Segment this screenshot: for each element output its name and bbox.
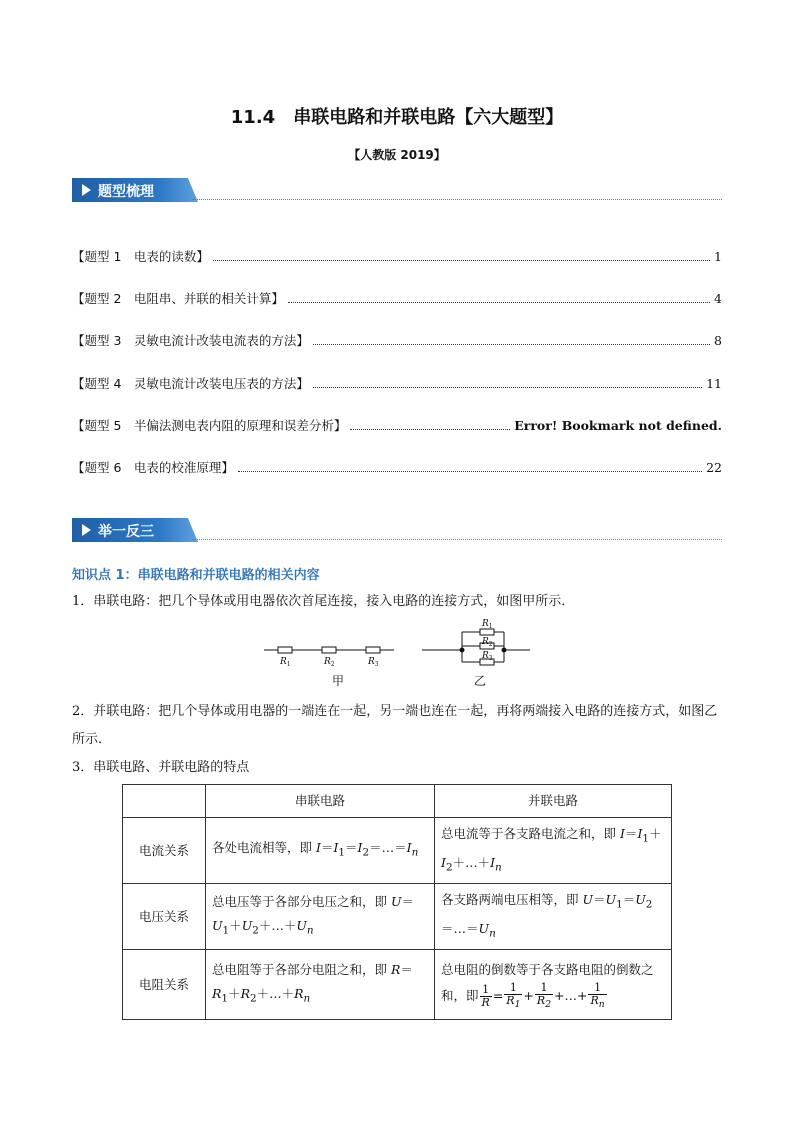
toc-leader [288,290,710,303]
series-cell: 总电阻等于各部分电阻之和，即 $R=R_1+R_2+\dots+R_n$ [206,950,435,1020]
table-header-row [123,785,672,818]
parallel-circuit [422,629,530,665]
toc-entry-page: 4 [714,291,722,306]
toc-entry[interactable] [72,374,722,394]
toc-entry-page: 22 [706,460,722,475]
knowledge-heading: 知识点 1：串联电路和并联电路的相关内容 [72,568,320,583]
toc-leader [350,417,510,430]
toc-entry-page: 1 [714,249,722,264]
comparison-table [122,784,672,1020]
table-header-cell: 串联电路 [206,785,435,818]
label-r1: $R_1$ [280,657,291,668]
paragraph-parallel: 2．并联电路：把几个导体或用电器的一端连在一起，另一端也连在一起，再将两端接入电路的连接方式，如图乙所示． [72,704,718,747]
page-title: 11.4 串联电路和并联电路【六大题型】 [230,107,564,128]
label-p-r3: $R_3$ [482,651,493,662]
toc-entry-page: Error! Bookmark not defined. [514,418,722,433]
toc-entry-page: 11 [706,376,722,391]
table-header-cell: 并联电路 [435,785,672,818]
banner-label: 举一反三 [98,524,154,540]
toc-entry-label: 【题型 6 电表的校准原理】 [72,460,234,475]
toc-entry-page: 8 [714,333,722,348]
toc-entry-label: 【题型 1 电表的读数】 [72,249,209,264]
series-cell: 总电压等于各部分电压之和，即 $U=U_1+U_2+\dots+U_n$ [206,884,435,950]
toc-leader [213,248,710,261]
row-name: 电流关系 [123,818,206,884]
table-row [123,818,672,884]
caption-series: 甲 [332,674,345,688]
label-r2: $R_2$ [324,657,335,668]
table-row [123,950,672,1020]
section-banner-overview [72,178,722,204]
toc-entry-label: 【题型 2 电阻串、并联的相关计算】 [72,291,284,306]
parallel-cell: 总电流等于各支路电流之和，即 $I=I_1+I_2+\dots+I_n$ [435,818,672,884]
toc-leader [313,375,702,388]
row-name: 电阻关系 [123,950,206,1020]
toc-entry[interactable] [72,247,722,267]
banner-divider [192,199,722,200]
paragraph-features: 3．串联电路、并联电路的特点 [72,760,250,775]
toc-entry-label: 【题型 3 灵敏电流计改装电流表的方法】 [72,333,309,348]
parallel-cell: 总电阻的倒数等于各支路电阻的倒数之和，即 $\frac{1}{R}$ = $\frac{1}{R_1}$ + $\frac{1}{R_2}$ +…+ $\frac{1}{R_n}$ [435,950,672,1020]
caption-parallel: 乙 [474,674,487,688]
parallel-cell: 各支路两端电压相等，即 $U=U_1=U_2=\dots=U_n$ [435,884,672,950]
section-banner-practice [72,518,722,544]
toc-leader [313,332,710,345]
toc-entry[interactable] [72,458,722,478]
page-subtitle: 【人教版 2019】 [348,148,446,162]
circuit-figure [258,614,538,692]
toc-entry[interactable] [72,331,722,351]
label-p-r1: $R_1$ [482,619,493,630]
series-circuit [264,647,394,653]
paragraph-series: 1．串联电路：把几个导体或用电器依次首尾连接，接入电路的连接方式，如图甲所示． [72,594,575,609]
table-row [123,884,672,950]
label-r3: $R_3$ [368,657,379,668]
banner-divider [192,539,722,540]
play-triangle-icon [82,184,91,196]
row-name: 电压关系 [123,884,206,950]
toc-entry[interactable] [72,289,722,309]
toc-entry-label: 【题型 4 灵敏电流计改装电压表的方法】 [72,376,309,391]
table-header-cell [123,785,206,818]
toc-leader [238,459,702,472]
toc-entry-label: 【题型 5 半偏法测电表内阻的原理和误差分析】 [72,418,347,433]
banner-label: 题型梳理 [98,184,154,200]
series-cell: 各处电流相等，即 $I=I_1=I_2=\dots=I_n$ [206,818,435,884]
play-triangle-icon [82,524,91,536]
toc-entry[interactable] [72,416,722,436]
label-p-r2: $R_2$ [482,637,493,648]
